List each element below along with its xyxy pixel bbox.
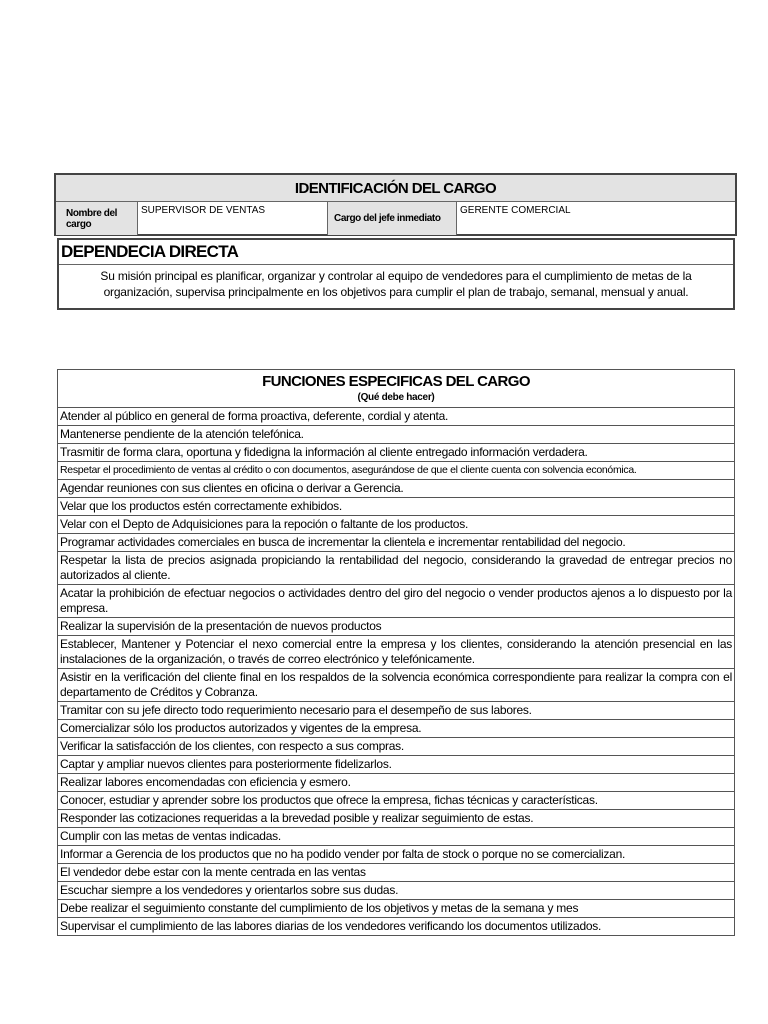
function-row: Acatar la prohibición de efectuar negocios o actividades dentro del giro del negocio o vender productos ajenos a lo dispuesto por la empresa. (58, 585, 734, 618)
dependencia-description: Su misión principal es planificar, organizar y controlar al equipo de vendedores para el cumplimiento de metas de la organización, supervisa principalmente en los objetivos para cumplir el plan de trabajo, semanal, mensual y anual. (100, 269, 692, 299)
function-row: Realizar labores encomendadas con eficiencia y esmero. (58, 774, 734, 792)
function-row: Realizar la supervisión de la presentación de nuevos productos (58, 618, 734, 636)
function-row: El vendedor debe estar con la mente centrada en las ventas (58, 864, 734, 882)
function-row: Velar que los productos estén correctamente exhibidos. (58, 498, 734, 516)
dependencia-title: DEPENDECIA DIRECTA (59, 240, 733, 265)
dependencia-table (57, 238, 735, 310)
function-row: Captar y ampliar nuevos clientes para posteriormente fidelizarlos. (58, 756, 734, 774)
function-row: Trasmitir de forma clara, oportuna y fidedigna la información al cliente entregado información verdadera. (58, 444, 734, 462)
function-row: Informar a Gerencia de los productos que no ha podido vender por falta de stock o porque no se comercializan. (58, 846, 734, 864)
function-row: Velar con el Depto de Adquisiciones para la repoción o faltante de los productos. (58, 516, 734, 534)
identification-table (54, 173, 737, 236)
function-row: Debe realizar el seguimiento constante del cumplimiento de los objetivos y metas de la semana y mes (58, 900, 734, 918)
function-row: Cumplir con las metas de ventas indicadas. (58, 828, 734, 846)
function-row: Mantenerse pendiente de la atención telefónica. (58, 426, 734, 444)
function-row: Establecer, Mantener y Potenciar el nexo comercial entre la empresa y los clientes, considerando la atención presencial en las instalaciones de la organización, o través de correo electrónico y telefónicamente. (58, 636, 734, 669)
function-row: Agendar reuniones con sus clientes en oficina o derivar a Gerencia. (58, 480, 734, 498)
function-row: Verificar la satisfacción de los clientes, con respecto a sus compras. (58, 738, 734, 756)
function-row: Conocer, estudiar y aprender sobre los productos que ofrece la empresa, fichas técnicas y características. (58, 792, 734, 810)
functions-title: FUNCIONES ESPECIFICAS DEL CARGO (262, 373, 530, 390)
functions-header (58, 370, 734, 408)
functions-table (57, 369, 735, 936)
boss-label: Cargo del jefe inmediato (328, 202, 457, 235)
function-row: Supervisar el cumplimiento de las labores diarias de los vendedores verificando los documentos utilizados. (60, 919, 602, 933)
identification-fields-row (56, 202, 735, 235)
function-row: Asistir en la verificación del cliente final en los respaldos de la solvencia económica correspondiente para realizar la compra con el departamento de Créditos y Cobranza. (58, 669, 734, 702)
function-row: Comercializar sólo los productos autorizados y vigentes de la empresa. (58, 720, 734, 738)
position-label: Nombre del cargo (56, 202, 138, 235)
function-row: Respetar el procedimiento de ventas al crédito o con documentos, asegurándose de que el cliente cuenta con solvencia económica. (58, 462, 734, 480)
function-row: Respetar la lista de precios asignada propiciando la rentabilidad del negocio, considerando la gravedad de entregar precios no autorizados al cliente. (58, 552, 734, 585)
function-row: Atender al público en general de forma proactiva, deferente, cordial y atenta. (58, 408, 734, 426)
function-row: Tramitar con su jefe directo todo requerimiento necesario para el desempeño de sus labores. (58, 702, 734, 720)
boss-value: GERENTE COMERCIAL (460, 205, 571, 216)
functions-list (58, 408, 734, 935)
position-value: SUPERVISOR DE VENTAS (138, 202, 328, 235)
function-row: Responder las cotizaciones requeridas a la brevedad posible y realizar seguimiento de estas. (58, 810, 734, 828)
identification-title: IDENTIFICACIÓN DEL CARGO (56, 175, 735, 202)
function-row: Programar actividades comerciales en busca de incrementar la clientela e incrementar rentabilidad del negocio. (58, 534, 734, 552)
function-row: Escuchar siempre a los vendedores y orientarlos sobre sus dudas. (58, 882, 734, 900)
functions-subtitle: (Qué debe hacer) (357, 392, 435, 403)
